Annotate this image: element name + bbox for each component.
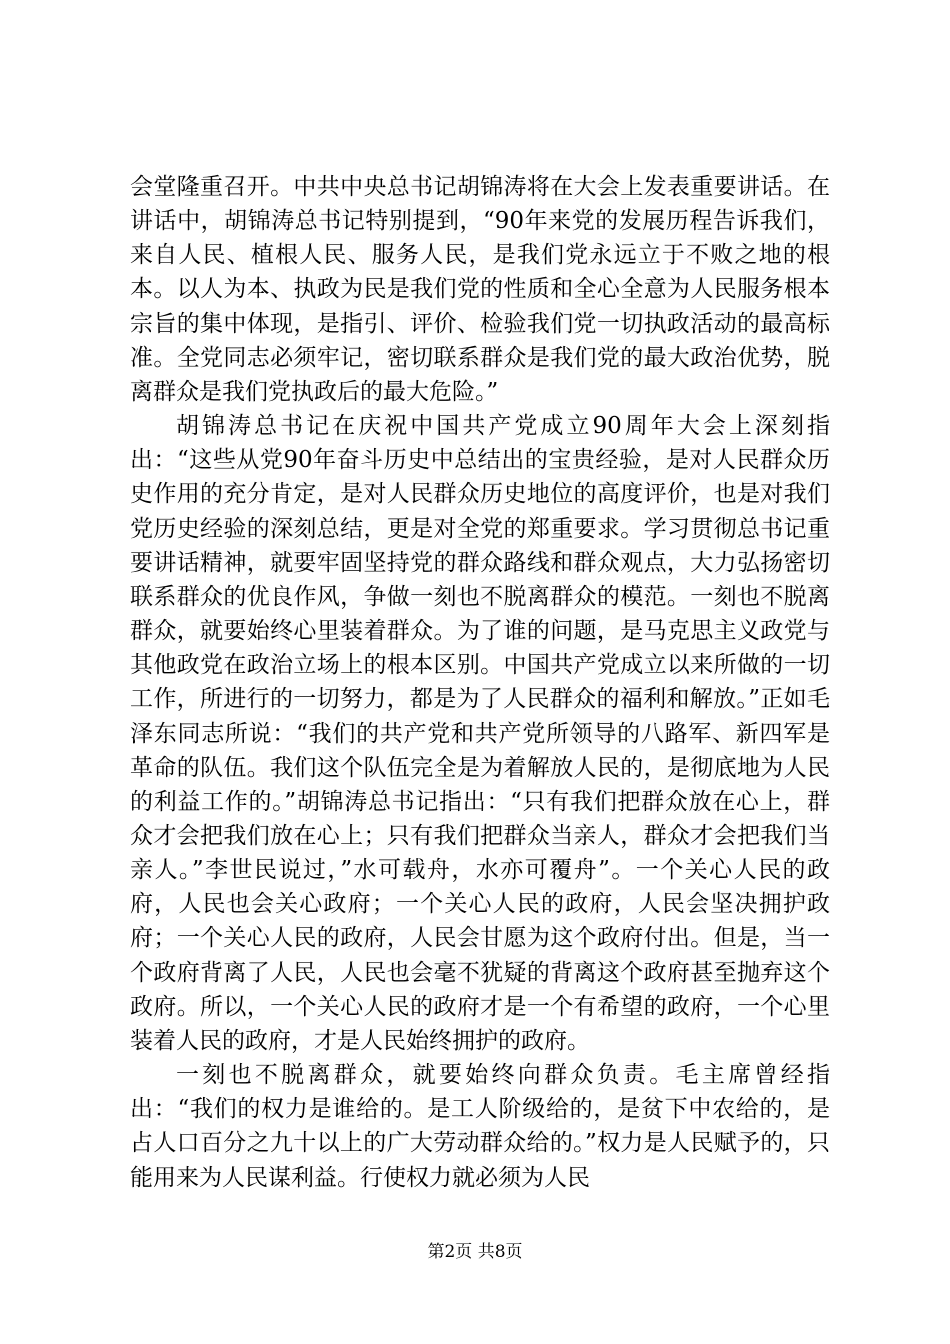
paragraph-2: 胡锦涛总书记在庆祝中国共产党成立90周年大会上深刻指出：“这些从党90年奋斗历史中总结出的宝贵经验，是对人民群众历史作用的充分肯定，是对人民群众历史地位的高度评价，也是对我们党历史经验的深刻总结，更是对全党的郑重要求。学习贯彻总书记重要讲话精神，就要牢固坚持党的群众路线和群众观点，大力弘扬密切联系群众的优良作风，争做一刻也不脱离群众的模范。一刻也不脱离群众，就要始终心里装着群众。为了谁的问题，是马克思主义政党与其他政党在政治立场上的根本区别。中国共产党成立以来所做的一切工作，所进行的一切努力，都是为了人民群众的福利和解放。”正如毛泽东同志所说：“我们的共产党和共产党所领导的八路军、新四军是革命的队伍。我们这个队伍完全是为着解放人民的，是彻底地为人民的利益工作的。”胡锦涛总书记指出：“只有我们把群众放在心上，群众才会把我们放在心上；只有我们把群众当亲人，群众才会把我们当亲人。”李世民说过，”水可载舟，水亦可覆舟”。一个关心人民的政府，人民也会关心政府；一个关心人民的政府，人民会坚决拥护政府；一个关心人民的政府，人民会甘愿为这个政府付出。但是，当一个政府背离了人民，人民也会毫不犹疑的背离这个政府甚至抛弃这个政府。所以，一个关心人民的政府才是一个有希望的政府，一个心里装着人民的政府，才是人民始终拥护的政府。 [130,413,830,1054]
page-number-footer: 第2页 共8页 [427,1242,523,1262]
document-body [130,170,830,1195]
paragraph-1: 会堂隆重召开。中共中央总书记胡锦涛将在大会上发表重要讲话。在讲话中，胡锦涛总书记特别提到，“90年来党的发展历程告诉我们，来自人民、植根人民、服务人民，是我们党永远立于不败之地的根本。以人为本、执政为民是我们党的性质和全心全意为人民服务根本宗旨的集中体现，是指引、评价、检验我们党一切执政活动的最高标准。全党同志必须牢记，密切联系群众是我们党的最大政治优势，脱离群众是我们党执政后的最大危险。” [130,174,830,405]
paragraph-3: 一刻也不脱离群众，就要始终向群众负责。毛主席曾经指出：“我们的权力是谁给的。是工人阶级给的，是贫下中农给的，是占人口百分之九十以上的广大劳动群众给的。”权力是人民赋予的，只能用来为人民谋利益。行使权力就必须为人民 [130,1062,830,1191]
